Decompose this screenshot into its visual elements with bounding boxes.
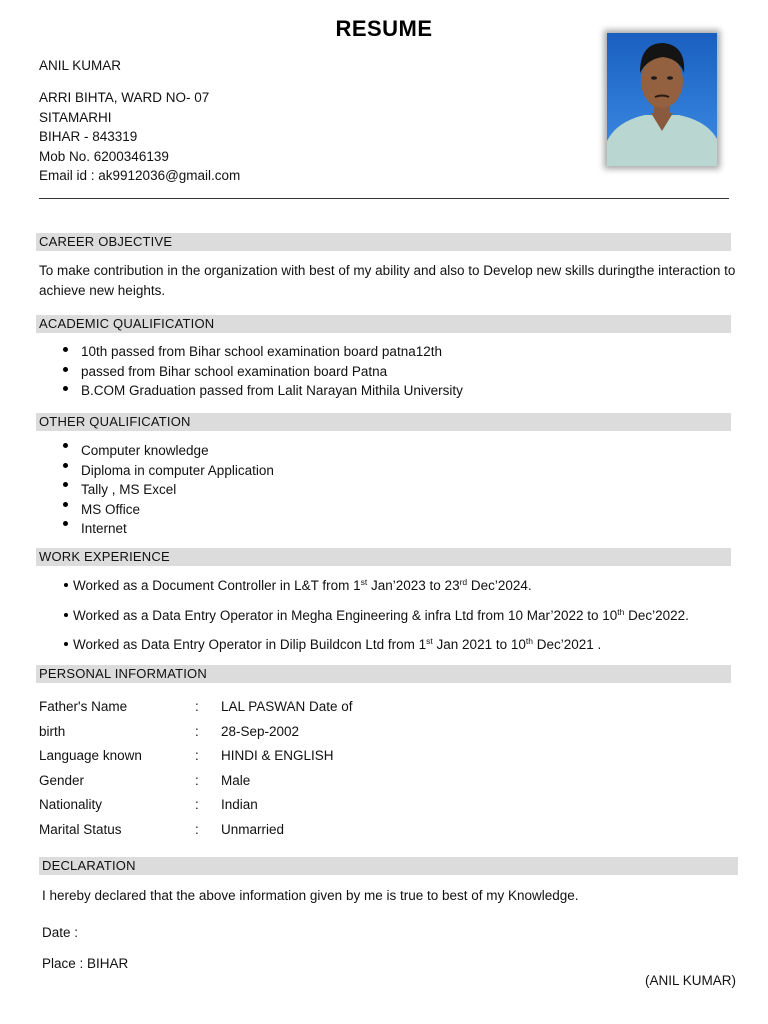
list-item: Tally , MS Excel [62,480,274,500]
bullet-icon [64,642,68,646]
contact-block [39,88,240,186]
candidate-name: ANIL KUMAR [39,58,122,73]
academic-list [62,342,463,401]
resume-title: RESUME [335,16,433,41]
work-item: Worked as a Data Entry Operator in Megha Engineering & infra Ltd from 10 Mar’2022 to 10th Dec’2022. [62,601,689,631]
portrait-image [607,33,717,166]
profile-photo [607,33,717,166]
work-item: Worked as a Document Controller in L&T from 1st Jan’2023 to 23rd Dec’2024. [62,571,689,601]
section-heading-academic: ACADEMIC QUALIFICATION [36,315,731,333]
section-heading-work-experience: WORK EXPERIENCE [36,548,731,566]
declaration-date: Date : [42,925,79,940]
mobile-number: Mob No. 6200346139 [39,148,169,164]
header-divider [39,198,729,199]
work-item: Worked as Data Entry Operator in Dilip Buildcon Ltd from 1st Jan 2021 to 10th Dec’2021 . [62,630,689,660]
address-line: SITAMARHI [39,109,112,125]
list-item: Internet [62,519,274,539]
list-item: Diploma in computer Application [62,461,274,481]
bullet-icon [64,613,68,617]
section-heading-other-qualification: OTHER QUALIFICATION [36,413,731,431]
address-line: ARRI BIHTA, WARD NO- 07 [39,90,210,105]
address-line: BIHAR - 843319 [39,129,138,144]
work-experience-list [62,571,689,660]
signature-name: (ANIL KUMAR) [644,973,736,988]
declaration-place: Place : BIHAR [42,956,129,971]
section-heading-declaration: DECLARATION [39,857,738,875]
bullet-icon [64,583,68,587]
email-address: Email id : ak9912036@gmail.com [39,168,241,183]
other-qualification-list [62,441,274,539]
section-heading-personal-information: PERSONAL INFORMATION [36,665,731,683]
list-item: passed from Bihar school examination board Patna [62,362,463,382]
list-item: MS Office [62,500,274,520]
list-item: B.COM Graduation passed from Lalit Narayan Mithila University [62,381,463,401]
declaration-text: I hereby declared that the above information given by me is true to best of my Knowledge. [42,888,579,903]
list-item: Computer knowledge [62,441,274,461]
list-item: 10th passed from Bihar school examination board patna12th [62,342,463,362]
career-objective-text: To make contribution in the organization with best of my ability and also to Develop new skills duringthe interaction to achieve new heights. [39,263,736,298]
resume-page: RESUME ANIL KUMAR ARRI BIHTA, WARD NO- 07 SITAMARHI BIHAR - 843319 Mob No. 6200346139 Email id : ak9912036@gmail.com CAREER OBJECTIVE To make contribution in the organization with best of my ability and also to Develop new skills duringthe interaction to achieve new heights. ACADEMIC QUALIFICATION 10th passed from Bihar school examination board patna12th passed from Bihar school examination board Patna B.COM Graduation passed from Lalit Narayan Mithila University OTHER QUALIFICATION Computer knowledge Diploma in computer Application Tally , MS Excel MS Office Internet WORK EXPERIENCE Worked as a Document Controller in L&T from 1st Jan’2023 to 23rd Dec’2024. Worked as a Data Entry Operator in Megha Engineering & infra Ltd from 10 Mar’2022 to 10th Dec’2022. Worked as Data Entry Operator in Dilip Buildcon Ltd from 1st Jan 2021 to 10th Dec’2021 . PERSONAL INFORMATION Father's Name : LAL PASWAN Date of birth : 28-Sep-2002 Language known : HINDI & ENGLISH Gender : Male Nationality : Indian Marital Status : Unmarried DECLARATION I hereby declared that the above information given by me is true to best of my Knowledge. Date : Place : BIHAR (ANIL KUMAR) [0,0,768,1024]
section-heading-career-objective: CAREER OBJECTIVE [36,233,731,251]
